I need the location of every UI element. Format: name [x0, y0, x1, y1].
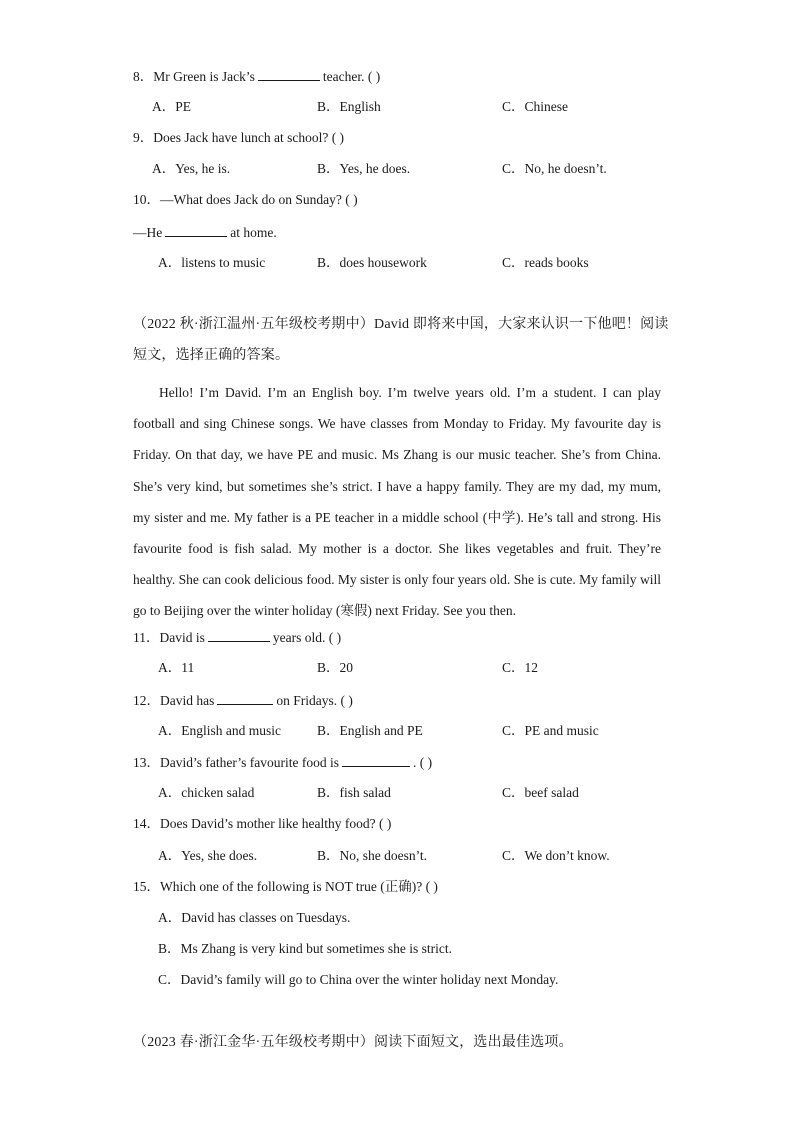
question-8-stem-end: teacher. ( ) — [322, 69, 381, 84]
question-14-stem: 14．Does David’s mother like healthy food? ( ) — [133, 816, 392, 831]
question-8-stem-start: 8．Mr Green is Jack’s — [133, 69, 255, 84]
question-8-option-c: C．Chinese — [502, 99, 568, 114]
question-9-stem: 9．Does Jack have lunch at school? ( ) — [133, 130, 345, 145]
question-10-stem: 10．—What does Jack do on Sunday? ( ) — [133, 192, 358, 207]
question-12-stem-start: 12．David has — [133, 693, 215, 708]
question-11-stem-start: 11．David is — [133, 630, 205, 645]
answer-blank — [258, 67, 320, 81]
answer-blank — [208, 628, 270, 642]
question-11-option-a: A．11 — [158, 660, 195, 675]
answer-blank — [342, 753, 410, 767]
question-13-option-c: C．beef salad — [502, 785, 579, 800]
question-15-option-a: A．David has classes on Tuesdays. — [158, 910, 351, 925]
question-10-line2-start: —He — [133, 225, 163, 240]
question-13 — [133, 753, 432, 772]
question-9-option-b: B．Yes, he does. — [317, 161, 411, 176]
question-15-option-b: B．Ms Zhang is very kind but sometimes she is strict. — [158, 941, 452, 956]
section-3-source-line: （2023 春·浙江金华·五年级校考期中）阅读下面短文，选出最佳选项。 — [133, 1035, 573, 1050]
question-12-option-a: A．English and music — [158, 723, 281, 738]
question-12-option-b: B．English and PE — [317, 723, 423, 738]
section-2-source-line-2: 短文，选择正确的答案。 — [133, 348, 290, 363]
answer-blank — [217, 691, 273, 705]
question-10-option-b: B．does housework — [317, 255, 427, 270]
question-11-option-b: B．20 — [317, 660, 354, 675]
question-10-line2 — [133, 223, 277, 242]
question-14-option-c: C．We don’t know. — [502, 848, 610, 863]
question-14-option-b: B．No, she doesn’t. — [317, 848, 427, 863]
section-2-source-line-1: （2022 秋·浙江温州·五年级校考期中）David 即将来中国，大家来认识一下他吧！阅读 — [133, 317, 669, 332]
question-11 — [133, 628, 341, 647]
question-11-option-c: C．12 — [502, 660, 539, 675]
question-12 — [133, 691, 353, 710]
question-13-stem-end: . ( ) — [412, 755, 433, 770]
question-8-option-a: A．PE — [152, 99, 192, 114]
question-14-option-a: A．Yes, she does. — [158, 848, 258, 863]
question-8 — [133, 67, 380, 86]
question-12-stem-end: on Fridays. ( ) — [276, 693, 353, 708]
question-13-option-a: A．chicken salad — [158, 785, 255, 800]
passage-text: Hello! I’m David. I’m an English boy. I’m twelve years old. I’m a student. I can play football and sing Chinese songs. We have classes from Monday to Friday. My favourite day is Friday. On that day, we have PE and music. Ms Zhang is our music teacher. She’s from China. She’s very kind, but sometimes she’s strict. I have a happy family. They are my dad, my mum, my sister and me. My father is a PE teacher in a middle school (中学). He’s tall and strong. His favourite food is fish salad. My mother is a doctor. She likes vegetables and fruit. They’re healthy. She can cook delicious food. My sister is only four years old. She is cute. My family will go to Beijing over the winter holiday (寒假) next Friday. See you then. — [133, 385, 661, 619]
question-10-option-c: C．reads books — [502, 255, 589, 270]
question-15-stem: 15．Which one of the following is NOT true (正确)? ( ) — [133, 879, 438, 894]
question-9-option-c: C．No, he doesn’t. — [502, 161, 607, 176]
question-15-option-c: C．David’s family will go to China over the winter holiday next Monday. — [158, 972, 559, 987]
question-9-option-a: A．Yes, he is. — [152, 161, 231, 176]
question-10-line2-end: at home. — [230, 225, 277, 240]
question-11-stem-end: years old. ( ) — [272, 630, 342, 645]
question-13-option-b: B．fish salad — [317, 785, 391, 800]
answer-blank — [165, 223, 227, 237]
reading-passage — [133, 377, 661, 627]
question-12-option-c: C．PE and music — [502, 723, 599, 738]
question-13-stem-start: 13．David’s father’s favourite food is — [133, 755, 339, 770]
question-10-option-a: A．listens to music — [158, 255, 266, 270]
question-8-option-b: B．English — [317, 99, 381, 114]
